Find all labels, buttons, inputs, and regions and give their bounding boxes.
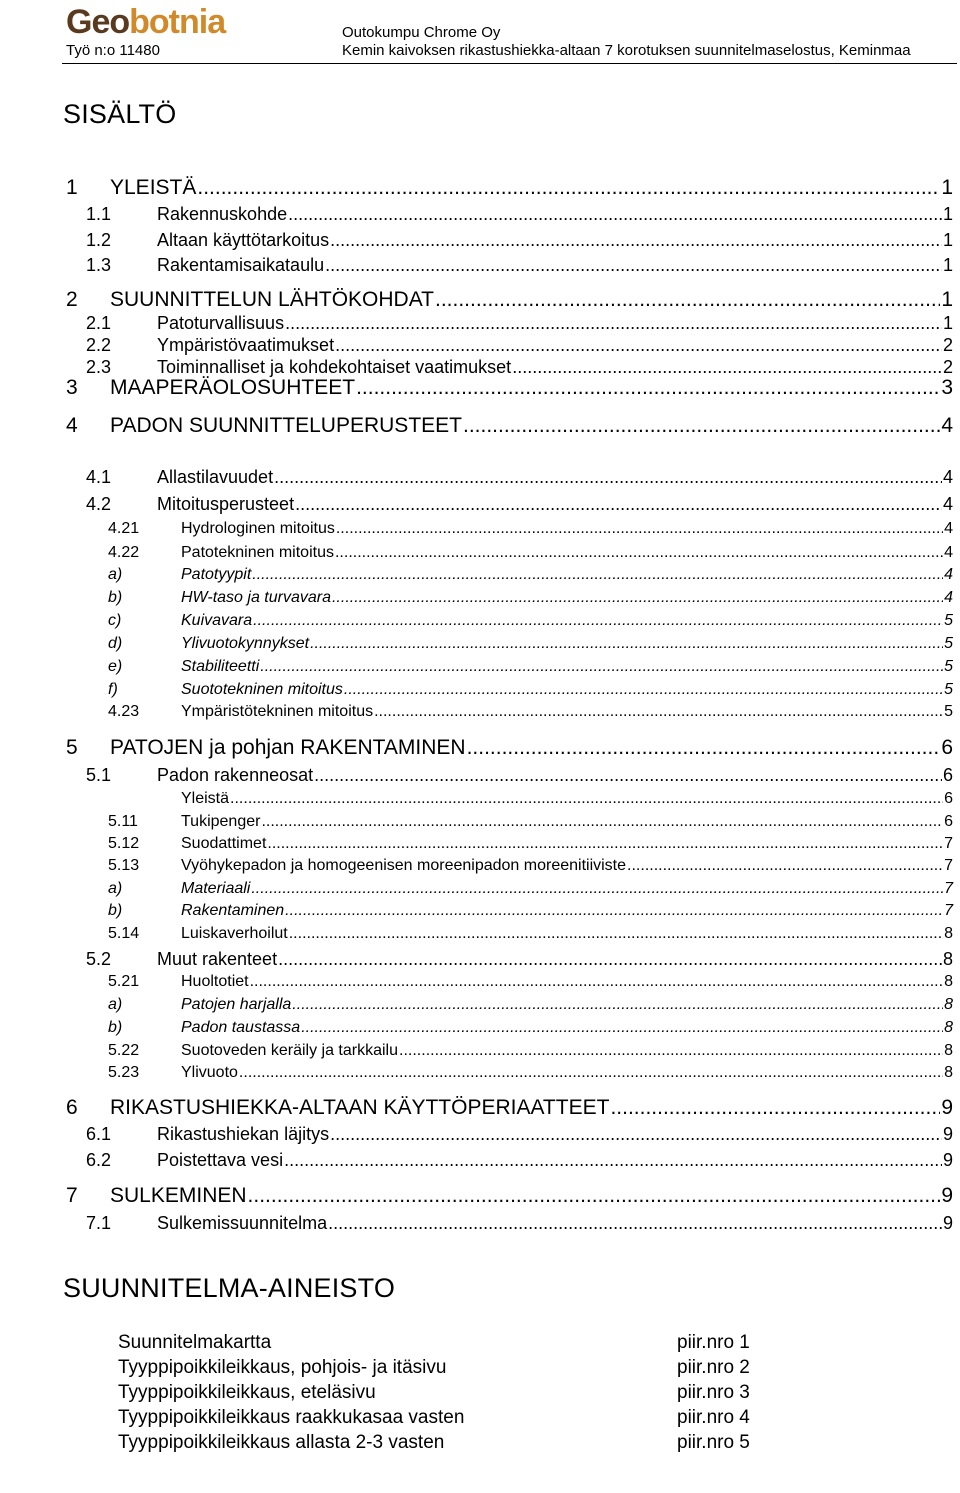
toc-entry-number: 4.1 (86, 467, 112, 487)
toc-entry-number: 1.3 (86, 255, 112, 275)
toc-entry-number: 5.1 (86, 765, 112, 785)
toc-entry-page: 8 (944, 1019, 953, 1036)
toc-entry-page: 1 (942, 313, 953, 333)
toc-leader-dots (310, 634, 943, 654)
toc-entry[interactable] (66, 1096, 953, 1120)
toc-entry-number: b) (108, 589, 123, 606)
toc-entry-title: YLEISTÄ (110, 176, 197, 199)
logo-geo: Geo (66, 3, 130, 41)
toc-entry-title: Yleistä (181, 790, 230, 807)
toc-entry-number: 1 (66, 176, 78, 199)
toc-entry[interactable] (66, 176, 953, 200)
material-drawing-ref: piir.nro 2 (677, 1357, 750, 1378)
toc-entry-number: c) (108, 612, 122, 629)
toc-entry-number: 4.22 (108, 544, 140, 561)
toc-entry-title: Padon taustassa (181, 1019, 301, 1036)
toc-entry-page: 1 (942, 204, 953, 224)
toc-entry-title: Patojen harjalla (181, 996, 292, 1013)
toc-entry-number: 5.22 (108, 1042, 140, 1059)
toc-entry-title: HW-taso ja turvavara (181, 589, 331, 606)
toc-entry-page: 7 (944, 880, 953, 897)
toc-entry[interactable] (86, 764, 953, 786)
toc-entry[interactable] (108, 1018, 953, 1038)
toc-entry-page: 1 (941, 176, 953, 199)
toc-entry[interactable] (86, 493, 953, 515)
toc-entry-page: 2 (942, 357, 953, 377)
toc-leader-dots (285, 901, 943, 921)
toc-entry-page: 9 (941, 1184, 953, 1207)
toc-leader-dots (335, 334, 942, 356)
toc-entry-title: Sulkemissuunnitelma (157, 1213, 328, 1233)
toc-entry[interactable] (66, 414, 953, 438)
toc-entry-number: 1.2 (86, 230, 112, 250)
toc-leader-dots (230, 789, 943, 809)
toc-entry-title: PADON SUUNNITTELUPERUSTEET (110, 414, 462, 437)
toc-entry-page: 7 (944, 902, 953, 919)
toc-entry-number: 5.11 (108, 813, 138, 830)
toc-leader-dots (399, 1041, 943, 1061)
document-title: Kemin kaivoksen rikastushiekka-altaan 7 korotuksen suunnitelmaselostus, Keminmaa (342, 42, 911, 59)
toc-entry[interactable] (86, 948, 953, 970)
toc-leader-dots (374, 702, 943, 722)
toc-entry-number: 4.21 (108, 520, 140, 537)
toc-entry[interactable] (108, 1063, 953, 1083)
toc-entry-title: Rakentamisaikataulu (157, 255, 325, 275)
toc-entry-page: 9 (942, 1213, 953, 1233)
toc-entry[interactable] (86, 466, 953, 488)
toc-entry-title: Altaan käyttötarkoitus (157, 230, 330, 250)
toc-entry[interactable] (86, 356, 953, 378)
toc-entry[interactable] (86, 254, 953, 276)
toc-entry-page: 5 (944, 703, 953, 720)
toc-leader-dots (435, 288, 940, 312)
toc-entry-title: Ylivuoto (181, 1064, 238, 1081)
toc-leader-dots (325, 254, 942, 276)
toc-leader-dots (274, 466, 942, 488)
toc-entry[interactable] (66, 736, 953, 760)
client-name: Outokumpu Chrome Oy (342, 24, 501, 41)
toc-leader-dots (252, 565, 943, 585)
toc-entry-page: 8 (944, 1064, 953, 1081)
toc-entry-page: 8 (944, 973, 953, 990)
toc-entry-page: 8 (944, 996, 953, 1013)
toc-entry-number: 7.1 (86, 1213, 112, 1233)
toc-leader-dots (295, 493, 942, 515)
toc-leader-dots (356, 376, 940, 400)
toc-entry-title: Ylivuotokynnykset (181, 635, 310, 652)
material-title: Tyyppipoikkileikkaus, eteläsivu (118, 1382, 376, 1403)
toc-entry[interactable] (66, 288, 953, 312)
toc-entry-page: 5 (944, 612, 953, 629)
toc-leader-dots (288, 203, 942, 225)
toc-entry-page: 8 (942, 949, 953, 969)
toc-entry-title: Rakennuskohde (157, 204, 288, 224)
toc-entry-title: SULKEMINEN (110, 1184, 247, 1207)
toc-entry[interactable] (86, 203, 953, 225)
material-drawing-ref: piir.nro 5 (677, 1432, 750, 1453)
toc-entry-title: Stabiliteetti (181, 658, 260, 675)
toc-entry[interactable] (108, 995, 953, 1015)
toc-entry-title: Poistettava vesi (157, 1150, 284, 1170)
toc-entry[interactable] (86, 1123, 953, 1145)
toc-entry-title: Allastilavuudet (157, 467, 274, 487)
toc-entry-number: a) (108, 996, 123, 1013)
toc-entry-page: 2 (942, 335, 953, 355)
toc-entry-title: Mitoitusperusteet (157, 494, 295, 514)
toc-entry-title: Luiskaverhoilut (181, 925, 288, 942)
toc-leader-dots (248, 1184, 941, 1208)
toc-entry-title: Tukipenger (181, 813, 261, 830)
toc-entry-page: 4 (944, 589, 953, 606)
toc-entry-page: 1 (942, 230, 953, 250)
toc-entry-title: RIKASTUSHIEKKA-ALTAAN KÄYTTÖPERIAATTEET (110, 1096, 610, 1119)
toc-entry-title: Patotekninen mitoitus (181, 544, 334, 561)
material-title: Tyyppipoikkileikkaus raakkukasaa vasten (118, 1407, 465, 1428)
toc-entry[interactable] (108, 856, 953, 876)
toc-leader-dots (260, 657, 943, 677)
toc-leader-dots (512, 356, 942, 378)
toc-leader-dots (239, 1063, 943, 1083)
toc-entry-title: Toiminnalliset ja kohdekohtaiset vaatimukset (157, 357, 512, 377)
toc-entry[interactable] (86, 312, 953, 334)
logo-botnia: botnia (129, 3, 226, 41)
toc-entry-number: f) (108, 681, 118, 698)
toc-entry-page: 4 (941, 414, 953, 437)
toc-heading: SISÄLTÖ (63, 99, 177, 129)
toc-leader-dots (251, 879, 943, 899)
toc-entry-number: b) (108, 902, 123, 919)
geobotnia-logo (66, 2, 225, 42)
toc-entry[interactable] (108, 565, 953, 585)
toc-entry[interactable] (108, 657, 953, 677)
toc-leader-dots (285, 312, 942, 334)
work-number: Työ n:o 11480 (66, 42, 160, 59)
toc-entry[interactable] (86, 334, 953, 356)
toc-leader-dots (301, 1018, 943, 1038)
material-drawing-ref: piir.nro 3 (677, 1382, 750, 1403)
toc-entry[interactable] (108, 588, 953, 608)
toc-entry-number: 6.2 (86, 1150, 112, 1170)
toc-leader-dots (627, 856, 943, 876)
toc-entry[interactable] (108, 1041, 953, 1061)
toc-entry[interactable] (86, 229, 953, 251)
toc-entry-number: 4 (66, 414, 78, 437)
toc-leader-dots (250, 972, 944, 992)
toc-entry-title: Suototekninen mitoitus (181, 681, 343, 698)
toc-entry-page: 4 (944, 520, 953, 537)
toc-entry-number: d) (108, 635, 123, 652)
toc-leader-dots (332, 588, 943, 608)
toc-entry-title: Patotyypit (181, 566, 252, 583)
toc-entry-title: Hydrologinen mitoitus (181, 520, 335, 537)
toc-entry-page: 4 (942, 494, 953, 514)
toc-entry-title: Muut rakenteet (157, 949, 278, 969)
toc-entry[interactable] (66, 1184, 953, 1208)
toc-entry-number: 5.23 (108, 1064, 140, 1081)
toc-leader-dots (330, 229, 942, 251)
toc-entry-page: 5 (944, 681, 953, 698)
material-title: Tyyppipoikkileikkaus allasta 2-3 vasten (118, 1432, 445, 1453)
toc-entry-title: Patoturvallisuus (157, 313, 285, 333)
toc-entry-number: 5.12 (108, 835, 140, 852)
toc-leader-dots (467, 736, 941, 760)
toc-entry-number: e) (108, 658, 123, 675)
toc-entry-page: 9 (942, 1150, 953, 1170)
toc-entry-title: SUUNNITTELUN LÄHTÖKOHDAT (110, 288, 434, 311)
toc-entry-number: 2.1 (86, 313, 112, 333)
toc-entry-page: 4 (944, 566, 953, 583)
toc-leader-dots (261, 812, 943, 832)
toc-leader-dots (336, 519, 943, 539)
material-title: Suunnitelmakartta (118, 1332, 272, 1353)
toc-leader-dots (344, 680, 943, 700)
material-title: Tyyppipoikkileikkaus, pohjois- ja itäsivu (118, 1357, 447, 1378)
toc-entry-page: 7 (944, 835, 953, 852)
toc-entry-page: 4 (944, 544, 953, 561)
toc-leader-dots (610, 1096, 940, 1120)
toc-leader-dots (292, 995, 943, 1015)
toc-leader-dots (330, 1123, 942, 1145)
toc-entry-title: Vyöhykepadon ja homogeenisen moreenipadon moreenitiiviste (181, 857, 627, 874)
toc-entry[interactable] (66, 376, 953, 400)
toc-leader-dots (197, 176, 940, 200)
toc-entry-number: 1.1 (86, 204, 112, 224)
toc-entry[interactable] (108, 789, 953, 809)
toc-leader-dots (284, 1149, 942, 1171)
toc-entry-number: 5 (66, 736, 78, 759)
toc-entry-page: 6 (944, 813, 953, 830)
toc-entry-page: 9 (942, 1124, 953, 1144)
toc-entry[interactable] (108, 680, 953, 700)
toc-entry-page: 5 (944, 658, 953, 675)
toc-leader-dots (253, 611, 943, 631)
toc-entry-number: 2.3 (86, 357, 112, 377)
toc-entry-number: b) (108, 1019, 123, 1036)
toc-entry-title: Ympäristövaatimukset (157, 335, 335, 355)
toc-entry-number: 4.2 (86, 494, 112, 514)
toc-entry-title: Rikastushiekan läjitys (157, 1124, 330, 1144)
toc-leader-dots (278, 948, 942, 970)
header-rule (62, 63, 957, 64)
toc-entry-number: 4.23 (108, 703, 140, 720)
toc-leader-dots (289, 924, 943, 944)
toc-entry-number: 6.1 (86, 1124, 112, 1144)
toc-entry-number: 2.2 (86, 335, 112, 355)
toc-entry-title: Kuivavara (181, 612, 253, 629)
toc-entry-page: 8 (944, 925, 953, 942)
toc-entry[interactable] (108, 924, 953, 944)
toc-entry-page: 1 (942, 255, 953, 275)
toc-entry-title: Suotoveden keräily ja tarkkailu (181, 1042, 399, 1059)
toc-entry-page: 6 (944, 790, 953, 807)
toc-entry[interactable] (108, 634, 953, 654)
toc-entry-number: 5.21 (108, 973, 140, 990)
toc-entry-number: 5.2 (86, 949, 112, 969)
toc-entry[interactable] (86, 1212, 953, 1234)
toc-leader-dots (335, 543, 943, 563)
toc-entry-page: 6 (942, 765, 953, 785)
toc-entry[interactable] (108, 543, 953, 563)
toc-entry-page: 7 (944, 857, 953, 874)
toc-entry-page: 5 (944, 635, 953, 652)
toc-entry-title: Suodattimet (181, 835, 267, 852)
toc-entry-title: MAAPERÄOLOSUHTEET (110, 376, 356, 399)
toc-entry[interactable] (108, 611, 953, 631)
toc-entry[interactable] (108, 519, 953, 539)
page-header (0, 0, 960, 70)
toc-entry-page: 8 (944, 1042, 953, 1059)
materials-heading: SUUNNITELMA-AINEISTO (63, 1273, 396, 1303)
toc-entry-number: 7 (66, 1184, 78, 1207)
toc-entry-number: a) (108, 880, 123, 897)
toc-entry-title: Padon rakenneosat (157, 765, 314, 785)
toc-entry-page: 1 (941, 288, 953, 311)
toc-entry-title: PATOJEN ja pohjan RAKENTAMINEN (110, 736, 466, 759)
toc-entry-page: 9 (941, 1096, 953, 1119)
toc-leader-dots (314, 764, 942, 786)
toc-leader-dots (328, 1212, 942, 1234)
toc-entry-title: Materiaali (181, 880, 251, 897)
toc-entry-title: Ympäristötekninen mitoitus (181, 703, 374, 720)
toc-entry-number: 5.13 (108, 857, 140, 874)
toc-entry[interactable] (108, 901, 953, 921)
toc-entry-number: a) (108, 566, 123, 583)
toc-entry-title: Rakentaminen (181, 902, 285, 919)
toc-entry-page: 3 (941, 376, 953, 399)
toc-entry-number: 2 (66, 288, 78, 311)
toc-entry[interactable] (86, 1149, 953, 1171)
toc-entry-number: 6 (66, 1096, 78, 1119)
toc-entry-number: 5.14 (108, 925, 140, 942)
toc-entry[interactable] (108, 879, 953, 899)
toc-leader-dots (463, 414, 940, 438)
toc-entry-title: Huoltotiet (181, 973, 249, 990)
toc-entry[interactable] (108, 972, 953, 992)
material-drawing-ref: piir.nro 4 (677, 1407, 750, 1428)
toc-entry-page: 4 (942, 467, 953, 487)
toc-entry[interactable] (108, 834, 953, 854)
toc-entry-page: 6 (941, 736, 953, 759)
toc-entry-number: 3 (66, 376, 78, 399)
toc-leader-dots (267, 834, 943, 854)
material-drawing-ref: piir.nro 1 (677, 1332, 750, 1353)
toc-entry[interactable] (108, 812, 953, 832)
toc-entry[interactable] (108, 702, 953, 722)
